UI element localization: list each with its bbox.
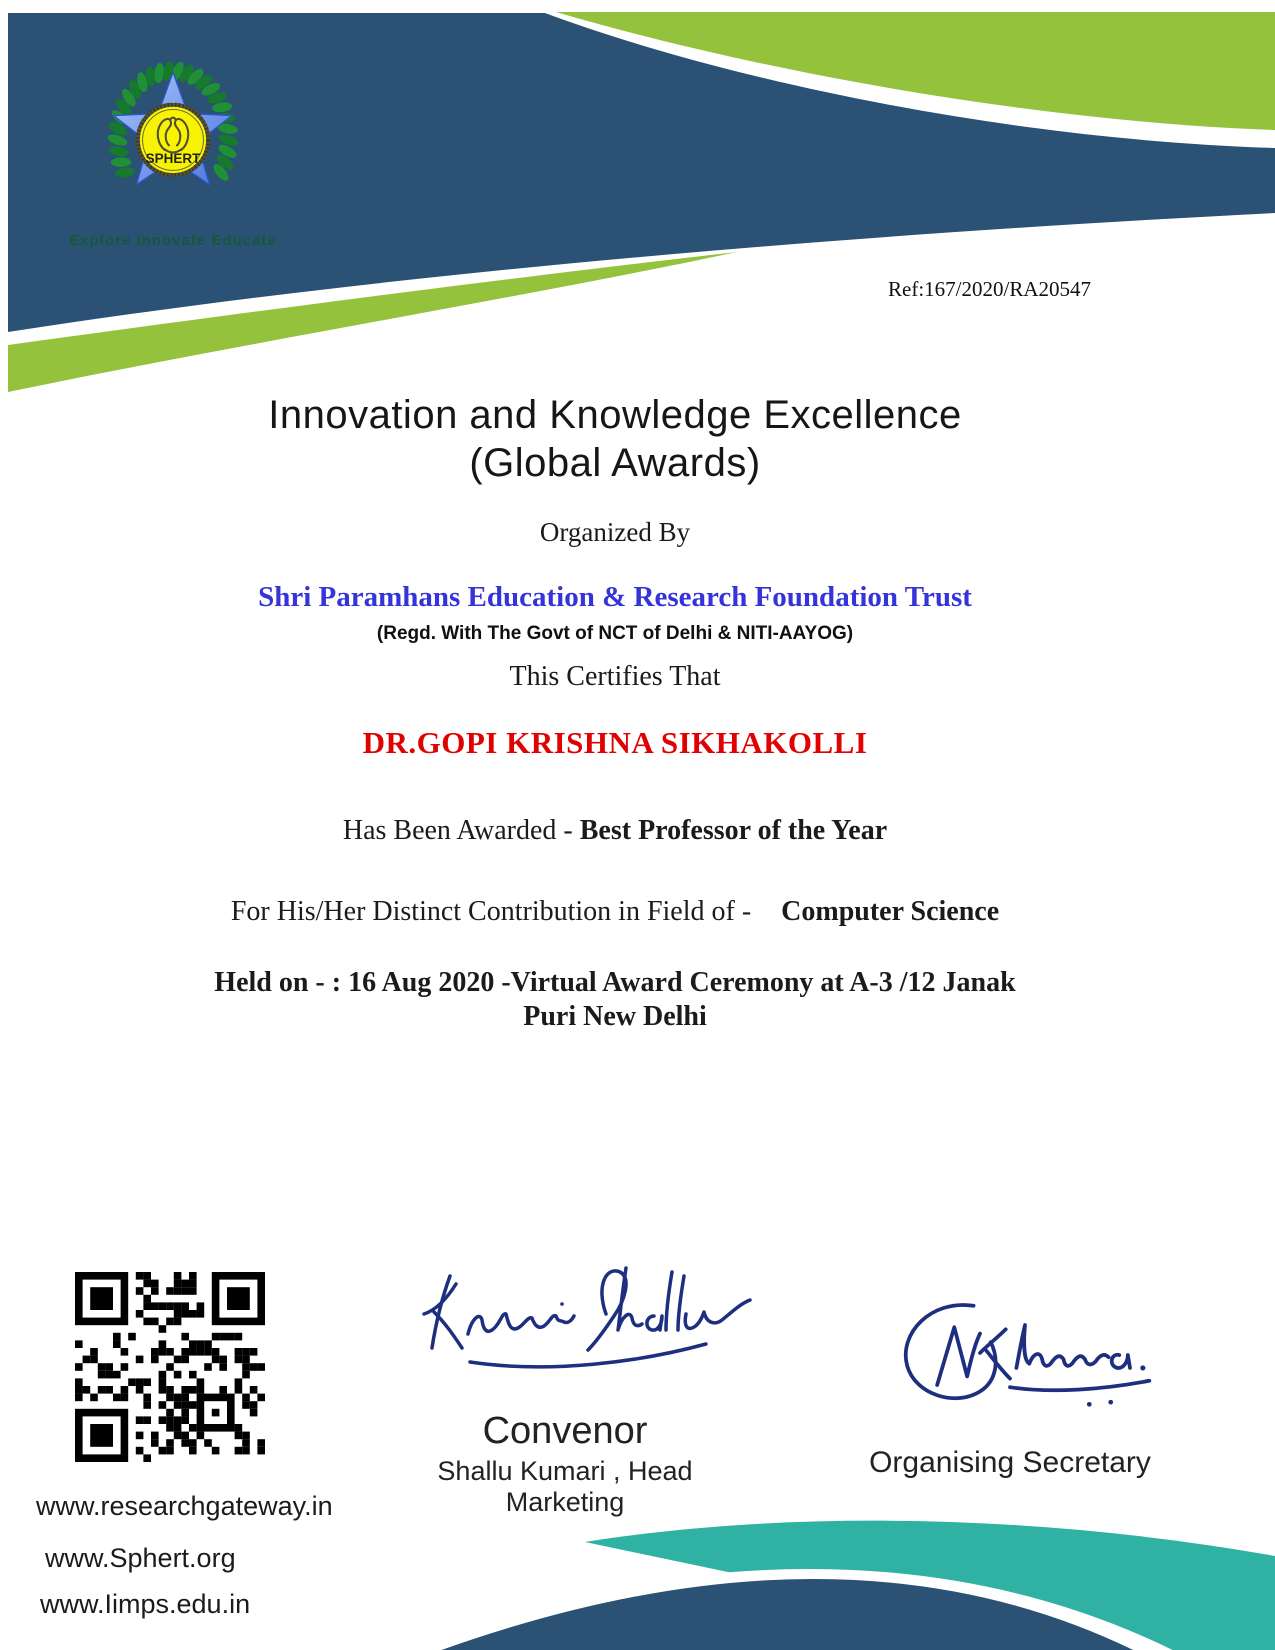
website-iimps: www.Iimps.edu.in: [40, 1589, 251, 1619]
held-on-line1: Held on - : 16 Aug 2020 -Virtual Award Ceremony at A-3 /12 Janak: [214, 967, 1016, 998]
convenor-title: Convenor: [482, 1410, 648, 1452]
certifies-label: This Certifies That: [509, 661, 721, 692]
reference-number: Ref:167/2020/RA20547: [888, 277, 1091, 301]
certificate-title-line1: Innovation and Knowledge Excellence: [268, 393, 962, 437]
field-prefix: For His/Her Distinct Contribution in Field of -: [230, 896, 752, 927]
sphert-logo: [58, 38, 288, 250]
field-line: [0, 896, 1230, 928]
organized-by-label: Organized By: [539, 517, 691, 547]
recipient-name: DR.GOPI KRISHNA SIKHAKOLLI: [362, 725, 868, 760]
held-on-line: [0, 966, 1230, 1033]
convenor-name: Shallu Kumari , Head Marketing: [437, 1456, 693, 1517]
registration-line: (Regd. With The Govt of NCT of Delhi & NITI-AAYOG): [376, 623, 854, 644]
badge-text: SPHERT: [145, 150, 201, 166]
website-sphert: www.Sphert.org: [45, 1543, 236, 1573]
award-title: Best Professor of the Year: [579, 815, 888, 846]
organization-name: Shri Paramhans Education & Research Foundation Trust: [258, 581, 972, 613]
secretary-signature: [890, 1292, 1190, 1417]
certificate-title: [0, 391, 1230, 487]
convenor-signature: [410, 1250, 770, 1385]
award-prefix: Has Been Awarded -: [342, 815, 580, 846]
award-line: [0, 815, 1230, 847]
field-value: Computer Science: [781, 896, 1000, 927]
qr-code: [75, 1272, 265, 1462]
secretary-title: Organising Secretary: [869, 1446, 1151, 1479]
website-researchgateway: www.researchgateway.in: [36, 1491, 333, 1521]
held-on-line2: Puri New Delhi: [523, 1000, 707, 1032]
certificate-title-line2: (Global Awards): [469, 441, 761, 485]
logo-tagline: Explore Innovate Educate: [69, 232, 277, 249]
